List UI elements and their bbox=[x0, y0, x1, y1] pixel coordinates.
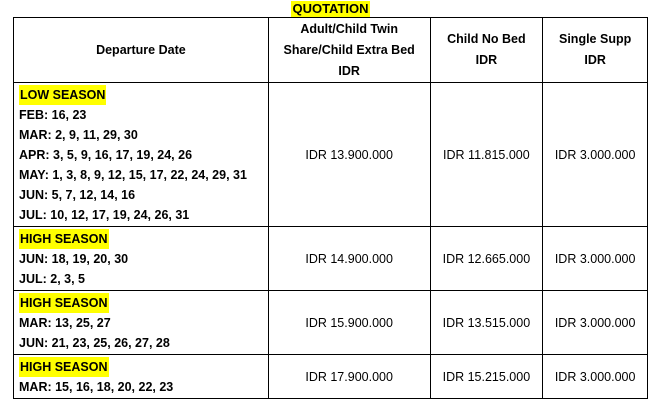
date-line: MAR: 2, 9, 11, 29, 30 bbox=[19, 128, 138, 142]
date-line: MAR: 15, 16, 18, 20, 22, 23 bbox=[19, 380, 174, 394]
season-label: HIGH SEASON bbox=[19, 293, 109, 313]
date-line: FEB: 16, 23 bbox=[19, 108, 87, 122]
child-no-bed-price-cell: IDR 15.215.000 bbox=[430, 355, 543, 399]
departure-dates-cell bbox=[14, 83, 269, 227]
page-title: QUOTATION bbox=[292, 1, 369, 16]
departure-dates-cell bbox=[14, 355, 269, 399]
date-line: MAY: 1, 3, 8, 9, 12, 15, 17, 22, 24, 29, 31 bbox=[19, 168, 247, 182]
date-line: JUN: 18, 19, 20, 30 bbox=[19, 252, 129, 266]
departure-dates-cell bbox=[14, 227, 269, 291]
header-adult-child-twin-share: Adult/Child Twin Share/Child Extra Bed IDR bbox=[268, 18, 430, 83]
table-row bbox=[14, 227, 648, 291]
date-line: MAR: 13, 25, 27 bbox=[19, 316, 111, 330]
header-child-no-bed: Child No Bed IDR bbox=[430, 18, 543, 83]
date-line: APR: 3, 5, 9, 16, 17, 19, 24, 26 bbox=[19, 148, 193, 162]
single-supp-price-cell: IDR 3.000.000 bbox=[543, 355, 648, 399]
child-no-bed-price-cell: IDR 12.665.000 bbox=[430, 227, 543, 291]
adult-price-cell: IDR 13.900.000 bbox=[268, 83, 430, 227]
adult-price-cell: IDR 17.900.000 bbox=[268, 355, 430, 399]
single-supp-price-cell: IDR 3.000.000 bbox=[543, 83, 648, 227]
date-line: JUL: 2, 3, 5 bbox=[19, 272, 85, 286]
single-supp-price-cell: IDR 3.000.000 bbox=[543, 291, 648, 355]
adult-price-cell: IDR 15.900.000 bbox=[268, 291, 430, 355]
header-departure-date: Departure Date bbox=[14, 18, 269, 83]
adult-price-cell: IDR 14.900.000 bbox=[268, 227, 430, 291]
departure-dates-cell bbox=[14, 291, 269, 355]
date-line: JUN: 5, 7, 12, 14, 16 bbox=[19, 188, 136, 202]
date-line: JUN: 21, 23, 25, 26, 27, 28 bbox=[19, 336, 170, 350]
season-label: HIGH SEASON bbox=[19, 357, 109, 377]
table-row bbox=[14, 355, 648, 399]
single-supp-price-cell: IDR 3.000.000 bbox=[543, 227, 648, 291]
season-label: HIGH SEASON bbox=[19, 229, 109, 249]
table-row bbox=[14, 83, 648, 227]
date-line: JUL: 10, 12, 17, 19, 24, 26, 31 bbox=[19, 208, 190, 222]
header-single-supp: Single Supp IDR bbox=[543, 18, 648, 83]
table-row bbox=[14, 291, 648, 355]
child-no-bed-price-cell: IDR 11.815.000 bbox=[430, 83, 543, 227]
season-label: LOW SEASON bbox=[19, 85, 106, 105]
quotation-table bbox=[13, 17, 648, 399]
child-no-bed-price-cell: IDR 13.515.000 bbox=[430, 291, 543, 355]
header-row bbox=[14, 18, 648, 83]
